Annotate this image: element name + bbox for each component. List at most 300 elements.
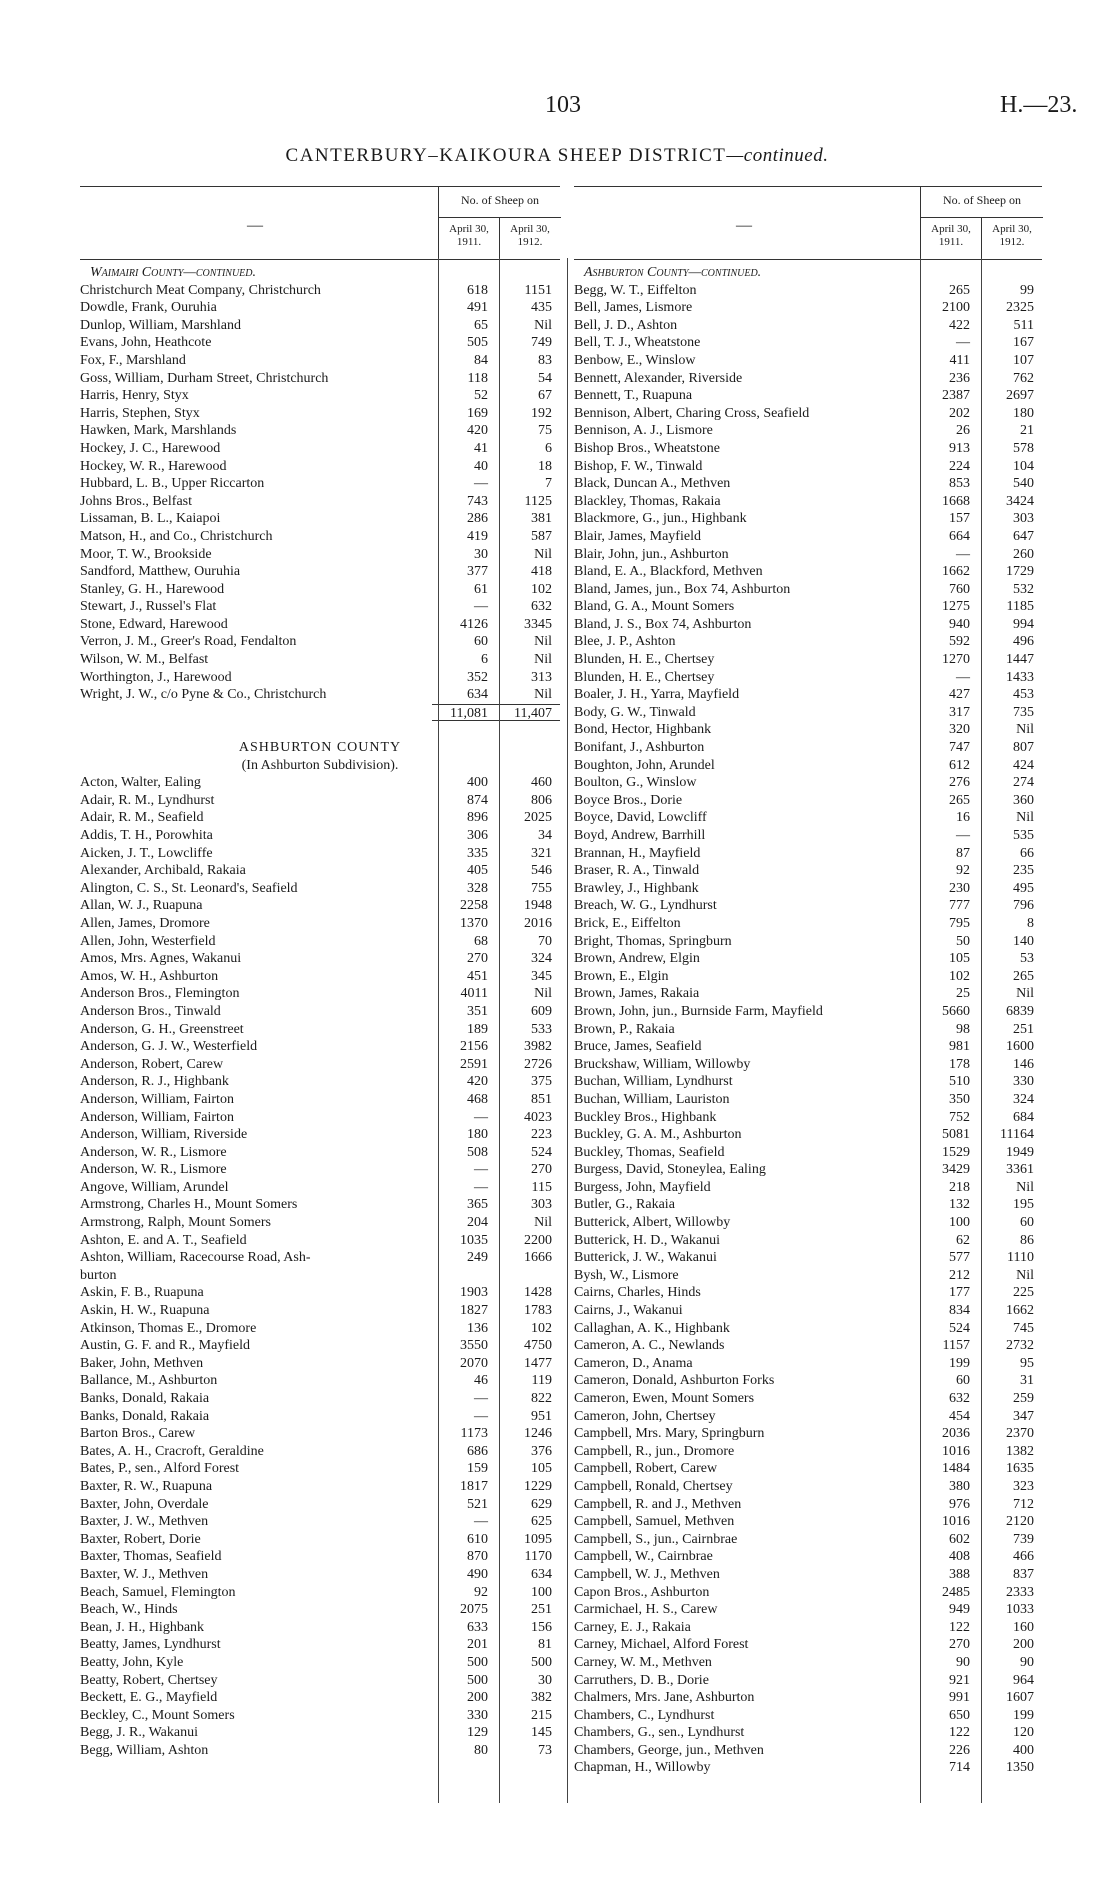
sheep-1911: 1157 xyxy=(942,1338,970,1354)
owner-name: Burgess, John, Mayfield xyxy=(574,1179,711,1195)
sheep-1911: 276 xyxy=(949,775,970,791)
right-table-header xyxy=(574,186,1042,260)
owner-name: Anderson, R. J., Highbank xyxy=(80,1074,229,1090)
sheep-1911: 1668 xyxy=(942,493,970,509)
table-row xyxy=(80,1390,560,1408)
sheep-1912: 375 xyxy=(531,1074,552,1090)
sheep-1911: 335 xyxy=(467,845,488,861)
sheep-1912: Nil xyxy=(534,634,552,650)
owner-name: Bean, J. H., Highbank xyxy=(80,1619,205,1635)
sheep-1911: 352 xyxy=(467,669,488,685)
sheep-1911: 2070 xyxy=(460,1355,488,1371)
owner-name: ASHBURTON COUNTY xyxy=(238,740,402,756)
owner-name: Buckley, Thomas, Seafield xyxy=(574,1144,725,1160)
table-row xyxy=(574,1144,1042,1162)
table-row xyxy=(574,968,1042,986)
table-row xyxy=(574,1390,1042,1408)
table-row xyxy=(574,1284,1042,1302)
owner-name: Ashton, William, Racecourse Road, Ash- xyxy=(80,1250,311,1266)
table-row xyxy=(574,809,1042,827)
sheep-1912: 235 xyxy=(1013,863,1034,879)
owner-name: Banks, Donald, Rakaia xyxy=(80,1391,210,1406)
table-row xyxy=(574,739,1042,757)
owner-name: Bonifant, J., Ashburton xyxy=(574,740,705,756)
table-row xyxy=(574,1302,1042,1320)
table-row xyxy=(80,809,560,827)
owner-name: Anderson, Robert, Carew xyxy=(80,1056,224,1072)
sheep-1911: 169 xyxy=(467,405,488,421)
sheep-1912: 18 xyxy=(538,458,552,474)
sheep-1911: 80 xyxy=(474,1742,488,1758)
table-row xyxy=(574,1161,1042,1179)
table-row xyxy=(574,669,1042,687)
sheep-1912: 609 xyxy=(531,1003,552,1019)
owner-name: Buckley, G. A. M., Ashburton xyxy=(574,1127,742,1143)
table-row xyxy=(574,1109,1042,1127)
table-row xyxy=(80,282,560,300)
table-row xyxy=(80,299,560,317)
table-row xyxy=(80,968,560,986)
sheep-1912: 524 xyxy=(531,1144,552,1160)
table-row xyxy=(80,317,560,335)
sheep-1911: 6 xyxy=(481,652,488,668)
sheep-1912: 4750 xyxy=(524,1338,552,1354)
table-row xyxy=(80,422,560,440)
sheep-1912: 1948 xyxy=(524,898,552,914)
sheep-1911: 686 xyxy=(467,1443,488,1459)
sheep-1912: 2120 xyxy=(1006,1514,1034,1530)
sheep-1911: 330 xyxy=(467,1707,488,1723)
table-row xyxy=(80,1672,560,1690)
owner-name: Askin, F. B., Ruapuna xyxy=(80,1285,204,1301)
sheep-1912: 500 xyxy=(531,1654,552,1670)
sheep-1912: 382 xyxy=(531,1690,552,1706)
table-row xyxy=(574,282,1042,300)
title-suffix: —continued. xyxy=(726,145,829,166)
sheep-1911: 102 xyxy=(949,968,970,984)
sheep-1912: 90 xyxy=(1020,1654,1034,1670)
sheep-1912: 2726 xyxy=(524,1056,552,1072)
table-row xyxy=(574,299,1042,317)
sheep-1912: 2732 xyxy=(1006,1338,1034,1354)
owner-name: Begg, W. T., Eiffelton xyxy=(574,282,697,298)
table-row xyxy=(80,598,560,616)
owner-name: Callaghan, A. K., Highbank xyxy=(574,1320,730,1336)
sheep-1912: 381 xyxy=(531,511,552,527)
owner-name: Bland, G. A., Mount Somers xyxy=(574,599,735,615)
section-subheading xyxy=(80,757,560,775)
header-year-1911: April 30, 1911. xyxy=(931,223,971,248)
table-row xyxy=(574,862,1042,880)
owner-name: Matson, H., and Co., Christchurch xyxy=(80,528,273,544)
table-row xyxy=(80,1214,560,1232)
sheep-1912: 533 xyxy=(531,1021,552,1037)
sheep-1911: 306 xyxy=(467,828,488,843)
right-column xyxy=(574,186,1042,1777)
owner-name: Dowdle, Frank, Ouruhia xyxy=(80,300,217,316)
table-row xyxy=(574,546,1042,564)
sheep-1912: 54 xyxy=(538,370,552,386)
sheep-1912: 7 xyxy=(545,476,552,492)
sheep-1911: 270 xyxy=(467,951,488,967)
sheep-1911: 351 xyxy=(467,1003,488,1019)
owner-name: Campbell, S., jun., Cairnbrae xyxy=(574,1531,738,1547)
sheep-1911: 224 xyxy=(949,458,970,474)
sheep-1911: 365 xyxy=(467,1197,488,1213)
owner-name: Christchurch Meat Company, Christchurch xyxy=(80,282,321,298)
sheep-1911: 400 xyxy=(467,775,488,791)
sheep-1912: 762 xyxy=(1013,370,1034,386)
sheep-1911: 200 xyxy=(467,1690,488,1706)
sheep-1911: 320 xyxy=(949,722,970,738)
sheep-1911: 795 xyxy=(949,915,970,931)
table-row xyxy=(80,475,560,493)
sheep-1912: 994 xyxy=(1013,616,1034,632)
sheep-1911: 380 xyxy=(949,1478,970,1494)
table-row xyxy=(80,1707,560,1725)
sheep-1912: 2370 xyxy=(1006,1426,1034,1442)
sheep-1911: 777 xyxy=(949,898,970,914)
sheep-1911: 2156 xyxy=(460,1039,488,1055)
sheep-1912: 578 xyxy=(1013,440,1034,456)
sheep-1912: 6839 xyxy=(1006,1003,1034,1019)
sheep-1912: 587 xyxy=(531,528,552,544)
sheep-1912: 95 xyxy=(1020,1355,1034,1371)
sheep-1912: 270 xyxy=(531,1162,552,1178)
table-row xyxy=(80,1056,560,1074)
table-row xyxy=(80,1302,560,1320)
owner-name: Cameron, John, Chertsey xyxy=(574,1408,716,1424)
sheep-1911: 25 xyxy=(956,986,970,1002)
sheep-1911: 1270 xyxy=(942,652,970,668)
sheep-1912: 1382 xyxy=(1006,1443,1034,1459)
sheep-1911: 4011 xyxy=(460,986,488,1002)
sheep-1912: 745 xyxy=(1013,1320,1034,1336)
sheep-1912: 712 xyxy=(1013,1496,1034,1512)
table-row xyxy=(574,704,1042,722)
table-row xyxy=(80,1267,560,1285)
sheep-1912: 324 xyxy=(531,951,552,967)
sheep-1912: 1185 xyxy=(1006,599,1034,615)
sheep-1912: 265 xyxy=(1013,968,1034,984)
table-row xyxy=(574,651,1042,669)
sheep-1911: — xyxy=(956,669,970,685)
sheep-1911: 61 xyxy=(474,581,488,597)
table-row xyxy=(574,387,1042,405)
sheep-1912: 951 xyxy=(531,1408,552,1424)
table-row xyxy=(80,1408,560,1426)
sheep-1912: 822 xyxy=(531,1391,552,1406)
right-rows xyxy=(574,260,1042,1777)
sheep-1912: 2333 xyxy=(1006,1584,1034,1600)
table-row xyxy=(574,1636,1042,1654)
table-row xyxy=(574,458,1042,476)
sheep-1911: 747 xyxy=(949,740,970,756)
table-row xyxy=(80,581,560,599)
sheep-1911: 388 xyxy=(949,1566,970,1582)
sheep-1911: 650 xyxy=(949,1707,970,1723)
sheep-1911: 98 xyxy=(956,1021,970,1037)
sheep-1911: 230 xyxy=(949,880,970,896)
owner-name: Carney, Michael, Alford Forest xyxy=(574,1637,749,1653)
owner-name: Bruce, James, Seafield xyxy=(574,1039,702,1055)
owner-name: Carmichael, H. S., Carew xyxy=(574,1602,718,1618)
sheep-1912: 1350 xyxy=(1006,1760,1034,1776)
sheep-1912: 21 xyxy=(1020,423,1034,439)
table-row xyxy=(574,475,1042,493)
owner-name: Brawley, J., Highbank xyxy=(574,880,699,896)
table-row xyxy=(80,862,560,880)
owner-name: Blackmore, G., jun., Highbank xyxy=(574,511,747,527)
table-row xyxy=(574,721,1042,739)
owner-name: Breach, W. G., Lyndhurst xyxy=(574,898,717,914)
sheep-1912: 1729 xyxy=(1006,564,1034,580)
sheep-1912: 321 xyxy=(531,845,552,861)
header-year-1911: April 30, 1911. xyxy=(449,223,489,248)
sheep-1912: Nil xyxy=(534,986,552,1002)
sheep-1911: 618 xyxy=(467,282,488,298)
sheep-1911: 92 xyxy=(956,863,970,879)
sheep-1912: 540 xyxy=(1013,476,1034,492)
sheep-1911: 202 xyxy=(949,405,970,421)
owner-name: Ashburton County—continued. xyxy=(584,265,762,280)
sheep-1911: — xyxy=(956,828,970,843)
owner-name: Anderson, William, Riverside xyxy=(80,1127,248,1143)
sheep-1911: 408 xyxy=(949,1549,970,1565)
table-row xyxy=(80,440,560,458)
sheep-1911: 612 xyxy=(949,757,970,773)
sheep-1911: 633 xyxy=(467,1619,488,1635)
table-row xyxy=(574,352,1042,370)
table-row xyxy=(574,1742,1042,1760)
table-row xyxy=(574,880,1042,898)
sheep-1912: 215 xyxy=(531,1707,552,1723)
table-row xyxy=(574,1478,1042,1496)
owner-name: Chapman, H., Willowby xyxy=(574,1760,711,1776)
table-row xyxy=(574,1759,1042,1777)
sheep-1911: 752 xyxy=(949,1109,970,1125)
sheep-1911: — xyxy=(474,1408,488,1424)
sheep-1911: 834 xyxy=(949,1303,970,1319)
table-row xyxy=(80,1566,560,1584)
table-row xyxy=(574,528,1042,546)
sheep-1911: 159 xyxy=(467,1461,488,1477)
sheep-1912: 806 xyxy=(531,792,552,808)
sheep-1911: 422 xyxy=(949,317,970,333)
sheep-1911: 26 xyxy=(956,423,970,439)
owner-name: Cameron, Ewen, Mount Somers xyxy=(574,1391,755,1406)
sheep-1911: 505 xyxy=(467,335,488,351)
owner-name: Atkinson, Thomas E., Dromore xyxy=(80,1320,257,1336)
sheep-1912: 102 xyxy=(531,1320,552,1336)
table-row xyxy=(574,1654,1042,1672)
owner-name: Bland, E. A., Blackford, Methven xyxy=(574,564,763,580)
sheep-1911: 913 xyxy=(949,440,970,456)
owner-name: Chambers, G., sen., Lyndhurst xyxy=(574,1725,745,1741)
owner-name: Capon Bros., Ashburton xyxy=(574,1584,710,1600)
sheep-1911: 122 xyxy=(949,1725,970,1741)
sheep-1912: 167 xyxy=(1013,335,1034,351)
owner-name: Cairns, J., Wakanui xyxy=(574,1303,683,1319)
owner-name: Brannan, H., Mayfield xyxy=(574,845,701,861)
owner-name: Butterick, J. W., Wakanui xyxy=(574,1250,717,1266)
sheep-1912: 460 xyxy=(531,775,552,791)
owner-name: Anderson, W. R., Lismore xyxy=(80,1162,227,1178)
sheep-1911: 100 xyxy=(949,1215,970,1231)
owner-name: Chambers, George, jun., Methven xyxy=(574,1742,764,1758)
sheep-1912: 632 xyxy=(531,599,552,615)
sheep-1912: 376 xyxy=(531,1443,552,1459)
table-row xyxy=(80,1249,560,1267)
owner-name: Bell, T. J., Wheatstone xyxy=(574,335,701,351)
sheep-1912: 66 xyxy=(1020,845,1034,861)
owner-name: Buchan, William, Lyndhurst xyxy=(574,1074,733,1090)
table-row xyxy=(574,1179,1042,1197)
sheep-1912: 2697 xyxy=(1006,388,1034,404)
sheep-1912: 75 xyxy=(538,423,552,439)
table-row xyxy=(80,792,560,810)
table-row xyxy=(574,1584,1042,1602)
table-row xyxy=(574,440,1042,458)
sheep-1911: 5660 xyxy=(942,1003,970,1019)
sheep-1912: 1447 xyxy=(1006,652,1034,668)
table-row xyxy=(574,686,1042,704)
owner-name: Moor, T. W., Brookside xyxy=(80,546,212,562)
owner-name: Butterick, H. D., Wakanui xyxy=(574,1232,720,1248)
sheep-1911: 1016 xyxy=(942,1443,970,1459)
sheep-1912: 104 xyxy=(1013,458,1034,474)
table-row xyxy=(574,915,1042,933)
table-row xyxy=(80,1091,560,1109)
sheep-1911: 11,081 xyxy=(432,704,496,722)
sheep-1911: 411 xyxy=(949,352,970,368)
sheep-1911: 62 xyxy=(956,1232,970,1248)
owner-name: Bishop Bros., Wheatstone xyxy=(574,440,720,456)
sheep-1911: 204 xyxy=(467,1215,488,1231)
table-row xyxy=(80,950,560,968)
owner-name: Evans, John, Heathcote xyxy=(80,335,212,351)
owner-name: Boughton, John, Arundel xyxy=(574,757,715,773)
table-row xyxy=(574,1073,1042,1091)
owner-name: Beach, W., Hinds xyxy=(80,1602,178,1618)
owner-name: Stone, Edward, Harewood xyxy=(80,616,228,632)
owner-name: Ballance, M., Ashburton xyxy=(80,1373,218,1389)
sheep-1912: 31 xyxy=(1020,1373,1034,1389)
table-row xyxy=(80,1531,560,1549)
sheep-1911: 132 xyxy=(949,1197,970,1213)
table-row xyxy=(80,1161,560,1179)
sheep-1912: 251 xyxy=(531,1602,552,1618)
table-row xyxy=(80,845,560,863)
table-row xyxy=(574,1707,1042,1725)
sheep-1912: 323 xyxy=(1013,1478,1034,1494)
owner-name: Begg, William, Ashton xyxy=(80,1742,209,1758)
sheep-1912: 1662 xyxy=(1006,1303,1034,1319)
owner-name: Bysh, W., Lismore xyxy=(574,1267,679,1283)
owner-name: Bates, P., sen., Alford Forest xyxy=(80,1461,240,1477)
owner-name: Blair, James, Mayfield xyxy=(574,528,701,544)
owner-name: Anderson, William, Fairton xyxy=(80,1091,234,1107)
table-row xyxy=(80,686,560,704)
owner-name: Baxter, John, Overdale xyxy=(80,1496,209,1512)
owner-name: Waimairi County—continued. xyxy=(90,265,257,280)
owner-name: Beatty, Robert, Chertsey xyxy=(80,1672,218,1688)
table-row xyxy=(80,334,560,352)
table-row xyxy=(574,1021,1042,1039)
sheep-1912: 1477 xyxy=(524,1355,552,1371)
sheep-1912: 6 xyxy=(545,440,552,456)
table-row xyxy=(80,405,560,423)
sheep-1912: 115 xyxy=(531,1179,552,1195)
sheep-1912: 2200 xyxy=(524,1232,552,1248)
table-row xyxy=(574,1196,1042,1214)
owner-name: Campbell, W., Cairnbrae xyxy=(574,1549,713,1565)
table-row xyxy=(574,1672,1042,1690)
table-row xyxy=(80,1284,560,1302)
table-row xyxy=(80,985,560,1003)
owner-name: Boyce Bros., Dorie xyxy=(574,792,683,808)
sheep-1912: 99 xyxy=(1020,282,1034,298)
table-row xyxy=(574,1601,1042,1619)
sheep-1911: 218 xyxy=(949,1179,970,1195)
owner-name: Burgess, David, Stoneylea, Ealing xyxy=(574,1162,766,1178)
owner-name: Bright, Thomas, Springburn xyxy=(574,933,732,949)
sheep-1912: 102 xyxy=(531,581,552,597)
sheep-1911: 874 xyxy=(467,792,488,808)
sheep-1911: 377 xyxy=(467,564,488,580)
table-row xyxy=(574,1689,1042,1707)
owner-name: Hockey, J. C., Harewood xyxy=(80,440,221,456)
sheep-1912: 1433 xyxy=(1006,669,1034,685)
sheep-1911: 157 xyxy=(949,511,970,527)
sheep-1912: 86 xyxy=(1020,1232,1034,1248)
sheep-1912: 546 xyxy=(531,863,552,879)
sheep-1912: 851 xyxy=(531,1091,552,1107)
owner-name: Cameron, Donald, Ashburton Forks xyxy=(574,1373,775,1389)
sheep-1911: 510 xyxy=(949,1074,970,1090)
sheep-1912 xyxy=(496,1267,560,1285)
sheep-1911: 118 xyxy=(467,370,488,386)
table-row xyxy=(574,581,1042,599)
header-year-1912: April 30, 1912. xyxy=(992,223,1032,248)
sheep-1911: 2036 xyxy=(942,1426,970,1442)
sheep-1912: 324 xyxy=(1013,1091,1034,1107)
sheep-1911: 468 xyxy=(467,1091,488,1107)
sheep-1911: 189 xyxy=(467,1021,488,1037)
table-row xyxy=(80,1654,560,1672)
page-reference: H.—23. xyxy=(1000,92,1078,118)
sheep-1912: 83 xyxy=(538,352,552,368)
owner-name: Brown, Andrew, Elgin xyxy=(574,951,700,967)
sheep-1911: — xyxy=(956,335,970,351)
table-row xyxy=(80,1478,560,1496)
sheep-1912: 11,407 xyxy=(496,704,560,722)
sheep-1911: — xyxy=(956,546,970,562)
table-row xyxy=(574,1126,1042,1144)
sheep-1912: 145 xyxy=(531,1725,552,1741)
table-row xyxy=(80,546,560,564)
sheep-1911: 3550 xyxy=(460,1338,488,1354)
owner-name: Fox, F., Marshland xyxy=(80,352,186,368)
sheep-1911: 940 xyxy=(949,616,970,632)
sheep-1911: 521 xyxy=(467,1496,488,1512)
table-row xyxy=(80,633,560,651)
table-row xyxy=(574,1320,1042,1338)
sheep-1911: 991 xyxy=(949,1690,970,1706)
sheep-1912: 73 xyxy=(538,1742,552,1758)
table-row xyxy=(80,1355,560,1373)
sheep-1911: 1903 xyxy=(460,1285,488,1301)
